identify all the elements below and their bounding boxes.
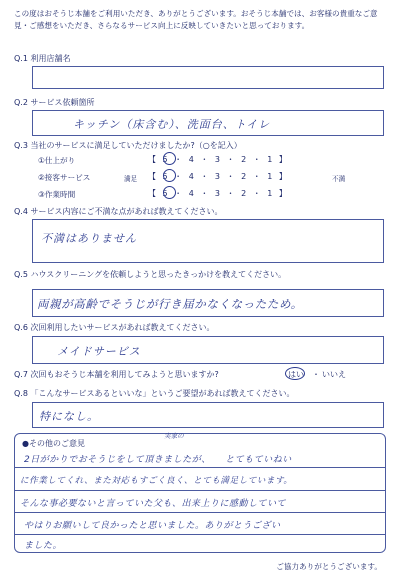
q3-row-time-scale: 【 5 ・ 4 ・ 3 ・ 2 ・ 1 】 <box>148 189 289 198</box>
q4-answer-field[interactable] <box>32 219 384 263</box>
intro-text: この度はおそうじ本舗をご利用いただき、ありがとうございます。おそうじ本舗では、お客様の貴重なご意見・ご感想をいただき、さらなるサービス向上に反映していきたいと思っております。 <box>14 9 378 30</box>
q3-row-finish-scale: 【 5 ・ 4 ・ 3 ・ 2 ・ 1 】 <box>148 155 289 164</box>
q3-left-end-label: 満足 <box>124 175 138 183</box>
comment-line-divider-3 <box>14 512 386 513</box>
q6-label: Q.6 次回利用したいサービスがあれば教えてください。 <box>14 323 215 332</box>
q7-label: Q.7 次回もおそうじ本舗を利用してみようと思いますか? <box>14 370 219 379</box>
q3-row-time-label: ③作業時間 <box>38 190 76 199</box>
q8-label: Q.8 「こんなサービスあるといいな」というご要望があれば教えてください。 <box>14 389 295 398</box>
q7-yes-option[interactable]: はい <box>288 370 304 379</box>
thanks-text: ご協力ありがとうございます。 <box>276 562 382 571</box>
comment-line-4: やはりお願いして良かったと思いました。ありがとうござい <box>24 521 281 531</box>
q3-row-time-selection-circle[interactable] <box>163 186 176 199</box>
q3-row-finish-selection-circle[interactable] <box>163 152 176 165</box>
other-comments-field[interactable] <box>14 433 386 553</box>
q1-answer-field[interactable] <box>32 66 384 89</box>
comment-line-divider-1 <box>14 467 386 468</box>
q8-answer-field[interactable] <box>32 402 384 428</box>
q5-answer-field[interactable] <box>32 289 384 317</box>
comment-line-divider-4 <box>14 534 386 535</box>
q3-row-finish-label: ①仕上がり <box>38 156 76 165</box>
q2-answer-field[interactable] <box>32 110 384 136</box>
q2-label: Q.2 サービス依頼箇所 <box>14 98 95 107</box>
q4-label: Q.4 サービス内容にご不満な点があれば教えてください。 <box>14 207 223 216</box>
q7-no-option[interactable]: いいえ <box>322 370 346 379</box>
q3-row-service-label: ②接客サービス <box>38 173 91 182</box>
other-comments-label: ●その他のご意見 <box>22 439 85 448</box>
comment-line-divider-2 <box>14 490 386 491</box>
q7-yes-selection-circle <box>285 367 305 380</box>
comment-line-3: そんな事必要ないと言っていた父も、出来上りに感動していて <box>20 499 287 509</box>
q3-row-service-scale: 【 5 ・ 4 ・ 3 ・ 2 ・ 1 】 <box>148 172 289 181</box>
q3-right-end-label: 不満 <box>332 175 346 183</box>
other-comments-insertion-note: 実家の <box>164 432 184 440</box>
q6-answer-field[interactable] <box>32 336 384 364</box>
q6-answer: メイドサービス <box>57 345 141 358</box>
q8-answer: 特になし。 <box>39 410 99 423</box>
q7-separator: ・ <box>312 370 320 379</box>
q5-answer: 両親が高齢でそうじが行き届かなくなったため。 <box>37 297 303 311</box>
comment-line-1: 2日がかりでおそうじをして頂きましたが、 とてもていねい <box>24 455 292 465</box>
comment-line-5: ました。 <box>24 541 63 551</box>
q5-label: Q.5 ハウスクリーニングを依頼しようと思ったきっかけを教えてください。 <box>14 270 287 279</box>
q1-label: Q.1 利用店舗名 <box>14 54 71 63</box>
q3-row-service-selection-circle[interactable] <box>163 169 176 182</box>
q2-answer: キッチン（床含む）、洗面台、トイレ <box>73 118 271 131</box>
comment-line-2: に作業してくれ、また対応もすごく良く、とても満足しています。 <box>20 476 293 486</box>
q3-label: Q.3 当社のサービスに満足していただけましたか?（○を記入） <box>14 141 242 150</box>
q4-answer: 不満はありません <box>41 232 137 245</box>
